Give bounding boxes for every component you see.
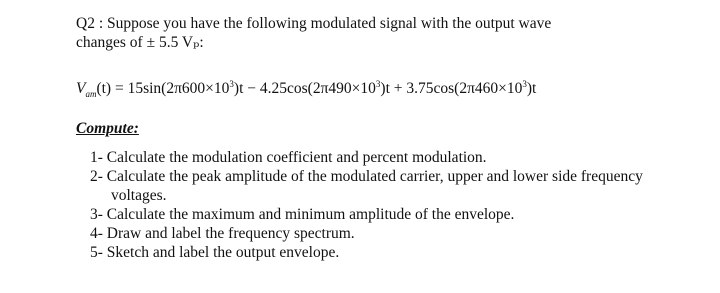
equation-term-4: )t [526,80,537,97]
task-item: 1- Calculate the modulation coefficient and percent modulation. [90,149,487,166]
question-line-2: changes of ± 5.5 Vₚ: [76,34,204,51]
question-line-1: Q2 : Suppose you have the following modulated signal with the output wave [76,15,552,32]
task-item: 5- Sketch and label the output envelope. [90,244,340,261]
equation-term-3: )t + 3.75cos(2π460×10 [380,80,523,97]
task-item: 2- Calculate the peak amplitude of the modulated carrier, upper and lower side frequency voltages. [90,168,643,204]
equation-exponent-2: 3 [375,79,381,89]
equation-subscript: am [85,89,97,99]
equation-exponent-3: 3 [522,79,527,89]
compute-heading: Compute: [76,120,139,137]
equation-exponent-1: 3 [229,79,234,89]
question-text [76,14,696,52]
equation-term-2: )t − 4.25cos(2π490×10 [233,80,376,97]
equation-voltage-symbol: V [76,80,86,97]
task-item: 4- Draw and label the frequency spectrum. [90,225,355,242]
task-list [90,148,650,262]
equation-term-1: (t) = 15sin(2π600×10 [96,80,230,97]
task-item: 3- Calculate the maximum and minimum amplitude of the envelope. [90,206,515,223]
modulated-signal-equation [76,79,696,100]
